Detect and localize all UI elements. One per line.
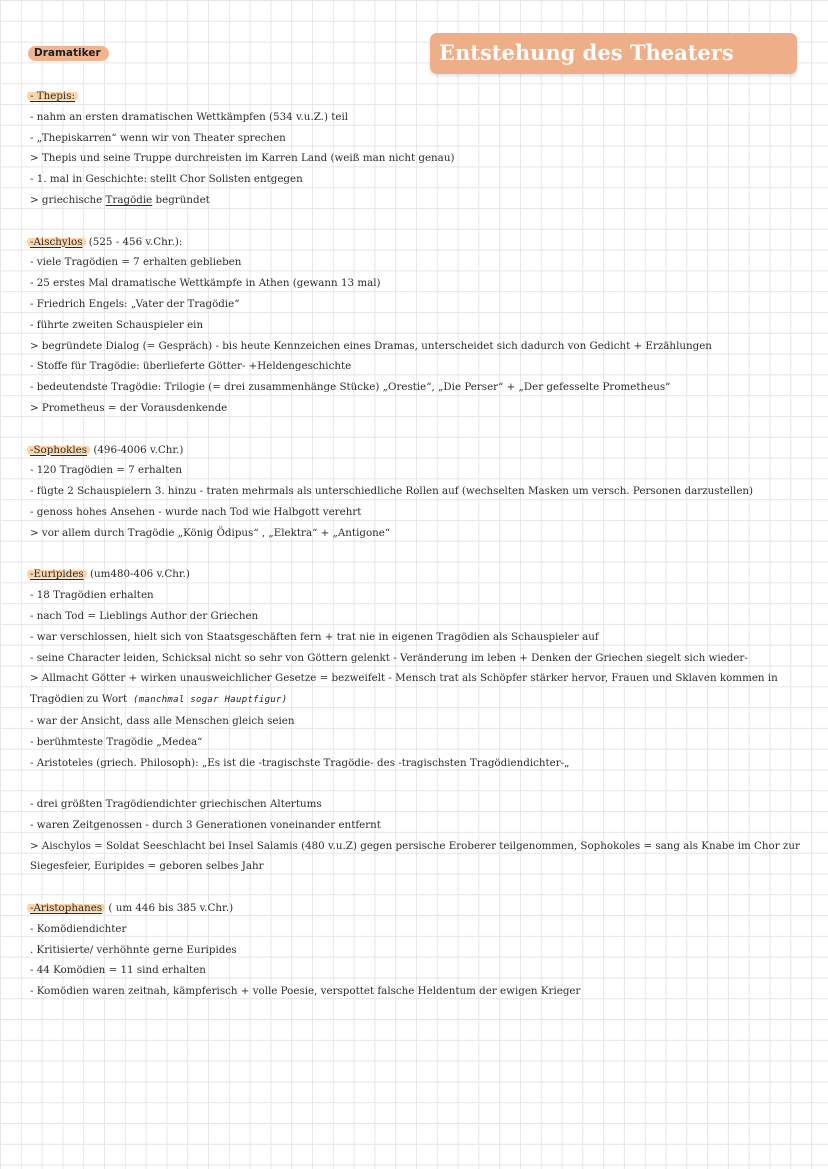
section-heading-euripides: -Euripides (um480-406 v.Chr.)	[30, 564, 800, 585]
note-line: - 44 Komödien = 11 sind erhalten	[30, 964, 206, 977]
note-line: - waren Zeitgenossen - durch 3 Generationen voneinander entfernt	[30, 818, 381, 831]
section-heading-aristophanes: -Aristophanes ( um 446 bis 385 v.Chr.)	[30, 898, 800, 919]
note-line: - Friedrich Engels: „Vater der Tragödie“	[30, 297, 240, 310]
note-line: - viele Tragödien = 7 erhalten geblieben	[30, 256, 242, 269]
note-line: - bedeutendste Tragödie: Trilogie (= drei zusammenhänge Stücke) „Orestie“, „Die Perser“ + „Der gefesselte Prometheus“	[30, 381, 671, 394]
note-line: - 25 erstes Mal dramatische Wettkämpfe in Athen (gewann 13 mal)	[30, 277, 381, 290]
page-title: Entstehung des Theaters	[430, 33, 797, 74]
note-line: - seine Character leiden, Schicksal nicht so sehr von Göttern gelenkt - Veränderung im leben + Denken der Griechen siegelt sich wieder-	[30, 651, 748, 664]
note-line: - nahm an ersten dramatischen Wettkämpfen (534 v.u.Z.) teil	[30, 110, 349, 123]
note-line: - führte zweiten Schauspieler ein	[30, 318, 204, 331]
heading-highlight: -Euripides	[27, 568, 87, 580]
note-line: > Aischylos = Soldat Seeschlacht bei Insel Salamis (480 v.u.Z) gegen persische Eroberer teilgenommen, Sophokoles = sang als Knabe im Chor zur Siegesfeier, Euripides = geboren selbes Jahr	[30, 839, 800, 873]
underlined-word: Tragödie	[105, 193, 153, 206]
note-line: > vor allem durch Tragödie „König Ödipus“ , „Elektra“ + „Antigone“	[30, 526, 391, 539]
note-line: - berühmteste Tragödie „Medea“	[30, 735, 203, 748]
note-line: - 18 Tragödien erhalten	[30, 589, 154, 602]
note-line: - 120 Tragödien = 7 erhalten	[30, 464, 182, 477]
handwritten-note: (manchmal sogar Hauptfigur)	[133, 695, 288, 706]
note-line: . Kritisierte/ verhöhnte gerne Euripides	[30, 943, 237, 956]
note-line: - Komödiendichter	[30, 922, 127, 935]
heading-highlight: - Thepis:	[27, 90, 78, 102]
note-line: - Komödien waren zeitnah, kämpferisch + volle Poesie, verspottet falsche Heldentum der ewigen Krieger	[30, 985, 581, 998]
heading-highlight: -Aristophanes	[27, 902, 105, 914]
note-line: > griechische Tragödie begründet	[30, 193, 210, 206]
note-line: - drei größten Tragödiendichter griechischen Altertums	[30, 798, 322, 811]
note-line: - war der Ansicht, dass alle Menschen gleich seien	[30, 714, 295, 727]
note-line: - 1. mal in Geschichte: stellt Chor Solisten entgegen	[30, 173, 303, 186]
note-line: - „Thepiskarren“ wenn wir von Theater sprechen	[30, 131, 286, 144]
topic-tag: Dramatiker	[28, 46, 109, 61]
heading-highlight: -Aischylos	[27, 236, 86, 248]
note-line: - nach Tod = Lieblings Author der Griechen	[30, 609, 259, 622]
section-heading-thepis	[30, 86, 800, 107]
heading-highlight: -Sophokles	[27, 444, 90, 456]
note-line: > Prometheus = der Vorausdenkende	[30, 401, 228, 414]
section-heading-sophokles: -Sophokles (496-4006 v.Chr.)	[30, 440, 800, 461]
note-line: - Aristoteles (griech. Philosoph): „Es ist die -tragischste Tragödie- des -tragischsten Tragödiendichter-„	[30, 756, 570, 769]
section-heading-aischylos: -Aischylos (525 - 456 v.Chr.):	[30, 232, 800, 253]
note-line: - genoss hohes Ansehen - wurde nach Tod wie Halbgott verehrt	[30, 505, 362, 518]
note-line: > Allmacht Götter + wirken unausweichlicher Gesetze = bezweifelt - Mensch trat als Schöpfer stärker hervor, Frauen und Sklaven kommen in Tragödien zu Wort (manchmal sogar Hauptfigur)	[30, 668, 800, 711]
notes-body	[30, 86, 800, 1002]
note-line: - fügte 2 Schauspielern 3. hinzu - traten mehrmals als unterschiedliche Rollen auf (wechselten Masken um versch. Personen darzustellen)	[30, 485, 754, 498]
note-line: - Stoffe für Tragödie: überlieferte Götter- +Heldengeschichte	[30, 360, 352, 373]
note-line: > begründete Dialog (= Gespräch) - bis heute Kennzeichen eines Dramas, unterscheidet sich dadurch von Gedicht + Erzählungen	[30, 339, 712, 352]
note-line: - war verschlossen, hielt sich von Staatsgeschäften fern + trat nie in eigenen Tragödien als Schauspieler auf	[30, 630, 599, 643]
note-line: > Thepis und seine Truppe durchreisten im Karren Land (weiß man nicht genau)	[30, 152, 455, 165]
